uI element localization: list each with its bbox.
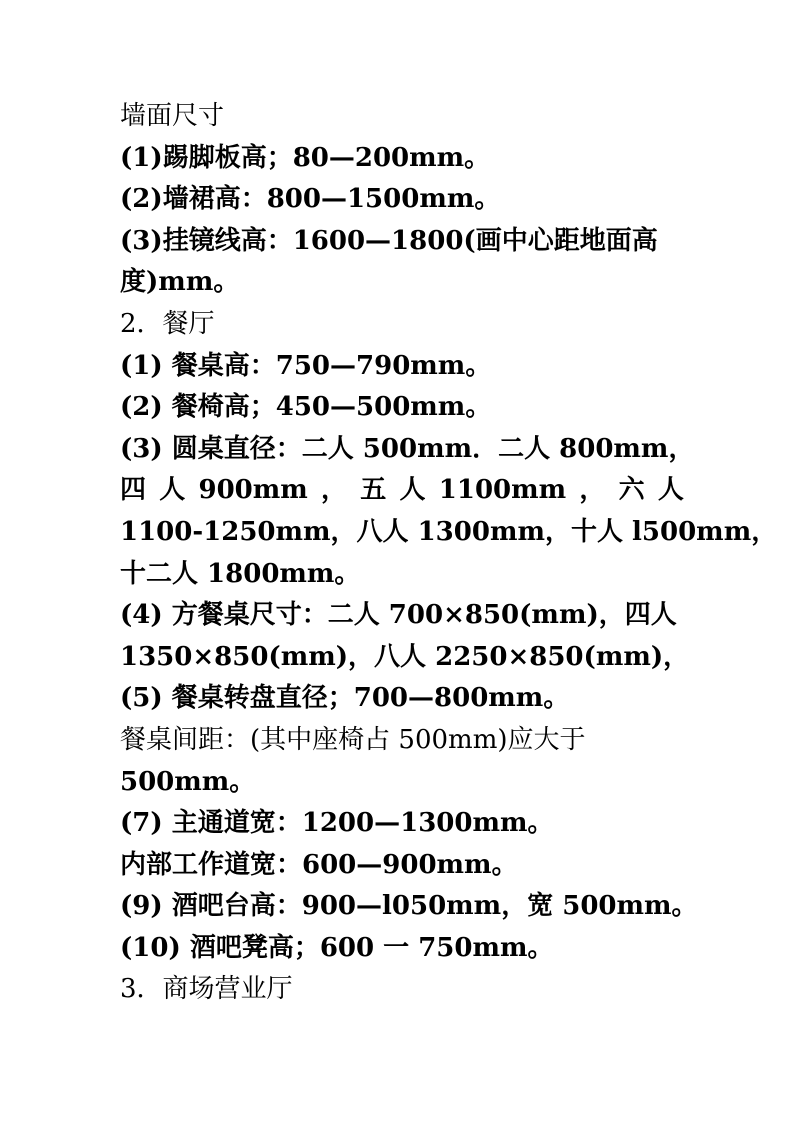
text-line: 度)mm。 bbox=[120, 267, 240, 298]
text-line: (3) 圆桌直径：二人 500mm．二人 800mm， bbox=[120, 433, 695, 464]
text-fragment: 五 bbox=[360, 475, 387, 506]
text-line: (10) 酒吧凳高；600 一 750mm。 bbox=[120, 932, 554, 963]
text-line: 1100-1250mm，八人 1300mm，十人 l500mm， bbox=[120, 516, 778, 547]
text-line: (7) 主通道宽：1200—1300mm。 bbox=[120, 808, 554, 839]
text-line: 餐桌间距：(其中座椅占 500mm)应大于 bbox=[120, 724, 586, 755]
text-line: (2)墙裙高：800—1500mm。 bbox=[120, 184, 501, 215]
text-fragment: 四 bbox=[120, 475, 147, 506]
text-fragment: 900mm bbox=[198, 475, 308, 506]
document-page bbox=[120, 96, 778, 1011]
text-fragment: ， bbox=[321, 475, 348, 506]
text-line: 十二人 1800mm。 bbox=[120, 558, 361, 589]
text-line: (3)挂镜线高：1600—1800(画中心距地面高 bbox=[120, 225, 658, 256]
text-fragment: 人 bbox=[159, 475, 186, 506]
text-line: (1)踢脚板高；80—200mm。 bbox=[120, 142, 491, 173]
text-line: 内部工作道宽：600—900mm。 bbox=[120, 849, 518, 880]
text-fragment: 人 bbox=[399, 475, 426, 506]
text-line: (2) 餐椅高；450—500mm。 bbox=[120, 392, 492, 423]
text-fragment: ， bbox=[579, 475, 606, 506]
text-fragment: 人 bbox=[657, 475, 684, 506]
section-title-dining: 2．餐厅 bbox=[120, 308, 215, 339]
text-line: (4) 方餐桌尺寸：二人 700×850(mm)，四人 bbox=[120, 600, 677, 631]
text-fragment: 1100mm bbox=[438, 475, 567, 506]
text-line: (9) 酒吧台高：900—l050mm，宽 500mm。 bbox=[120, 891, 698, 922]
section-title-shop: 3．商场营业厅 bbox=[120, 974, 293, 1005]
text-line-justified bbox=[120, 470, 684, 512]
section-title-wall: 墙面尺寸 bbox=[120, 101, 225, 131]
text-line: (1) 餐桌高：750—790mm。 bbox=[120, 350, 492, 381]
text-line: (5) 餐桌转盘直径；700—800mm。 bbox=[120, 683, 570, 714]
text-line: 500mm。 bbox=[120, 766, 256, 797]
text-line: 1350×850(mm)，八人 2250×850(mm)， bbox=[120, 641, 690, 672]
text-fragment: 六 bbox=[618, 475, 645, 506]
